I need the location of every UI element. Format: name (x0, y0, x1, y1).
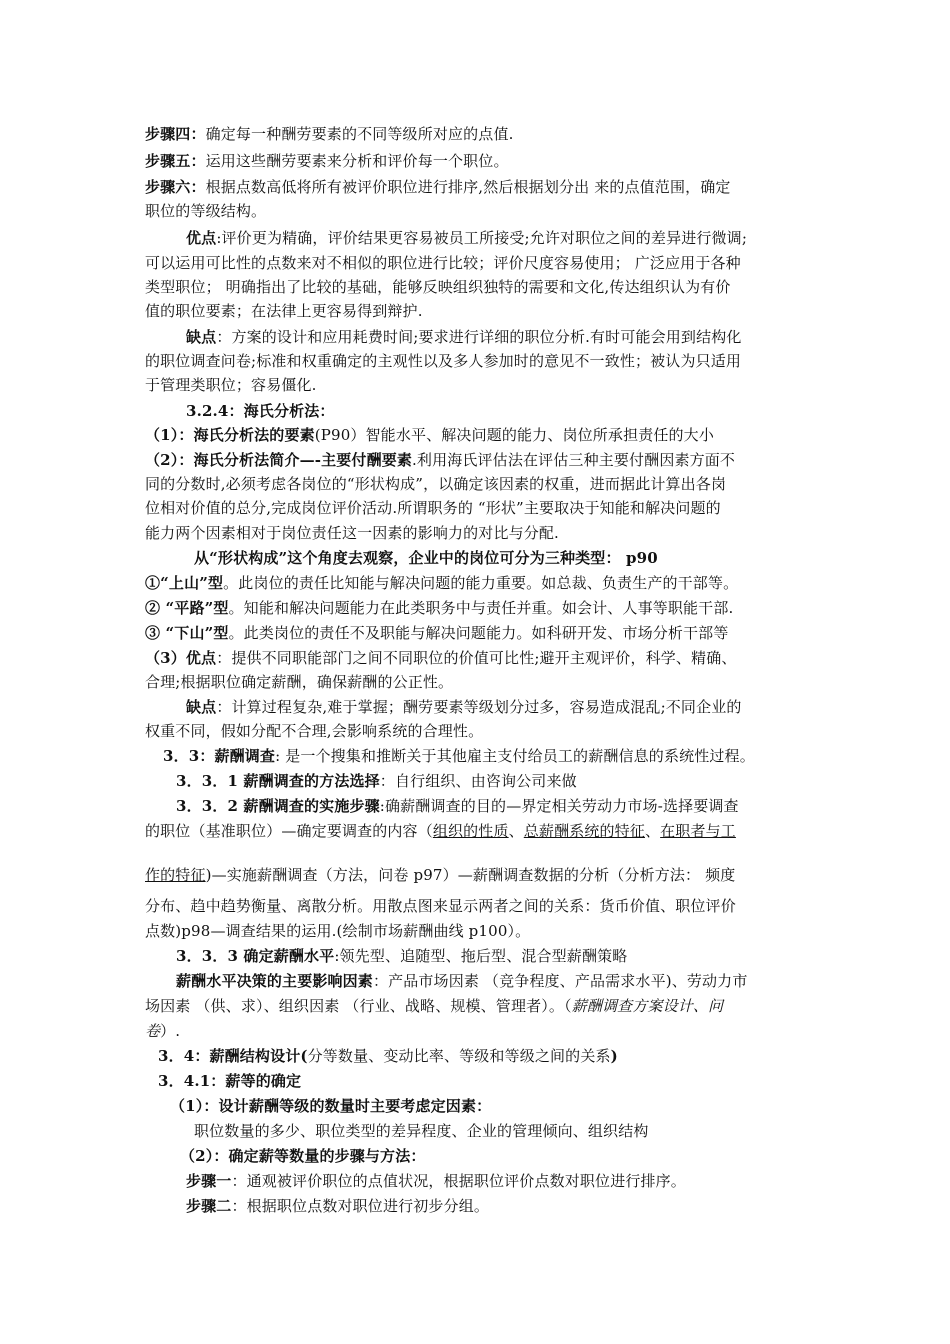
section-heading: 3．3．2 薪酬调查的实施步骤:确薪酬调查的目的—界定相关劳动力市场-选择要调查 (176, 797, 739, 815)
list-item: ② “平路”型。知能和解决问题能力在此类职务中与责任并重。如会计、人事等职能干部. (145, 599, 734, 617)
text-line: 权重不同，假如分配不合理,会影响系统的合理性。 (145, 722, 484, 740)
text-line: 点数)p98—调查结果的运用.(绘制市场薪酬曲线 p100）。 (145, 922, 531, 940)
text-line: （1）：设计薪酬等级的数量时主要考虑定因素： (170, 1097, 492, 1115)
text-line: 职位数量的多少、职位类型的差异程度、企业的管理倾向、组织结构 (194, 1122, 649, 1140)
list-item: ①“上山”型。此岗位的责任比知能与解决问题的能力重要。如总裁、负责生产的干部等。 (145, 574, 739, 592)
text-line: 于管理类职位；容易僵化. (145, 376, 317, 394)
text-line: 步骤一：通观被评价职位的点值状况，根据职位评价点数对职位进行排序。 (186, 1172, 686, 1190)
text-line: 的职位调查问卷;标准和权重确定的主观性以及多人参加时的意见不一致性；被认为只适用 (145, 352, 742, 370)
text-line: （3）优点：提供不同职能部门之间不同职位的价值可比性;避开主观评价，科学、精确、 (145, 649, 737, 667)
text-line: 值的职位要素；在法律上更容易得到辩护. (145, 302, 423, 320)
text-line: 薪酬水平决策的主要影响因素：产品市场因素 （竞争程度、产品需求水平)、劳动力市 (176, 972, 748, 990)
text-line: 步骤五：运用这些酬劳要素来分析和评价每一个职位。 (145, 152, 509, 170)
section-heading: 3．4：薪酬结构设计(分等数量、变动比率、等级和等级之间的关系) (158, 1047, 618, 1065)
text-line: （1）：海氏分析法的要素(P90）智能水平、解决问题的能力、岗位所承担责任的大小 (145, 426, 714, 444)
text-line: 能力两个因素相对于岗位责任这一因素的影响力的对比与分配. (145, 524, 559, 542)
text-line: 作的特征)—实施薪酬调查（方法，问卷 p97）—薪酬调查数据的分析（分析方法： 频度 (145, 866, 736, 884)
text-line: 步骤六：根据点数高低将所有被评价职位进行排序,然后根据划分出 来的点值范围，确定 (145, 178, 731, 196)
text-line: 合理;根据职位确定薪酬，确保薪酬的公正性。 (145, 673, 454, 691)
text-line: 缺点：方案的设计和应用耗费时间;要求进行详细的职位分析.有时可能会用到结构化 (186, 328, 742, 346)
text-line: 位相对价值的总分,完成岗位评价活动.所谓职务的 “形状”主要取决于知能和解决问题的 (145, 499, 721, 517)
section-heading: 3．4.1：薪等的确定 (158, 1072, 302, 1090)
section-heading: 3．3．3 确定薪酬水平:领先型、追随型、拖后型、混合型薪酬策略 (176, 947, 628, 965)
section-heading: 3．3．1 薪酬调查的方法选择：自行组织、由咨询公司来做 (176, 772, 577, 790)
text-line: 步骤四：确定每一种酬劳要素的不同等级所对应的点值. (145, 125, 514, 143)
text-line: 卷）. (145, 1022, 181, 1040)
text-line: 同的分数时,必须考虑各岗位的“形状构成”，以确定该因素的权重，进而据此计算出各岗 (145, 475, 727, 493)
text-line: （2）：确定薪等数量的步骤与方法： (180, 1147, 426, 1165)
text-line: 可以运用可比性的点数来对不相似的职位进行比较；评价尺度容易使用； 广泛应用于各种 (145, 254, 741, 272)
text-line: 缺点：计算过程复杂,难于掌握；酬劳要素等级划分过多，容易造成混乱;不同企业的 (186, 698, 742, 716)
text-line: 的职位（基准职位）—确定要调查的内容（组织的性质、总薪酬系统的特征、在职者与工 (145, 822, 736, 840)
section-heading: 3.2.4：海氏分析法： (186, 402, 335, 420)
text-line: 分布、趋中趋势衡量、离散分析。用散点图来显示两者之间的关系：货币价值、职位评价 (145, 897, 736, 915)
text-line: 优点:评价更为精确，评价结果更容易被员工所接受;允许对职位之间的差异进行微调; (186, 229, 748, 247)
text-line: 类型职位； 明确指出了比较的基础，能够反映组织独特的需要和文化,传达组织认为有价 (145, 278, 731, 296)
text-line: 从“形状构成”这个角度去观察，企业中的岗位可分为三种类型： p90 (194, 549, 658, 567)
text-line: 职位的等级结构。 (145, 202, 267, 220)
section-heading: 3．3：薪酬调查: 是一个搜集和推断关于其他雇主支付给员工的薪酬信息的系统性过程。 (163, 747, 755, 765)
text-line: （2）：海氏分析法简介—-主要付酬要素.利用海氏评估法在评估三种主要付酬因素方面不 (145, 451, 736, 469)
text-line: 场因素 （供、求）、组织因素 （行业、战略、规模、管理者）。（薪酬调查方案设计、问 (145, 997, 724, 1015)
text-line: 步骤二：根据职位点数对职位进行初步分组。 (186, 1197, 490, 1215)
list-item: ③ “下山”型。此类岗位的责任不及职能与解决问题能力。如科研开发、市场分析干部等 (145, 624, 729, 642)
